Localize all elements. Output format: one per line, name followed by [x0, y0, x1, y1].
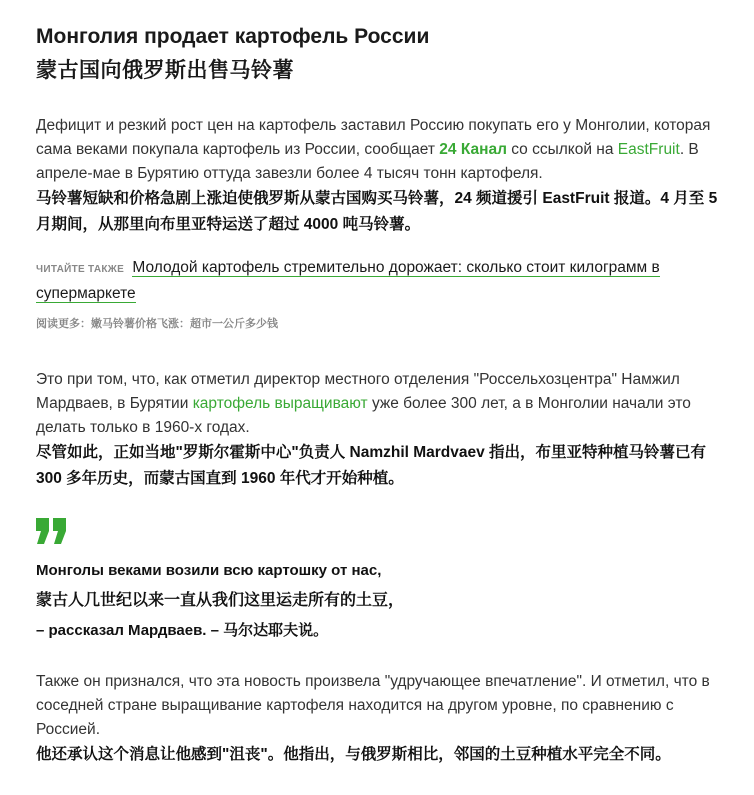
- paragraph-2-ru: [36, 368, 718, 440]
- quote-attribution: – рассказал Мардваев. – 马尔达耶夫说。: [36, 622, 329, 639]
- paragraph-1-text-b: со ссылкой на: [506, 141, 618, 158]
- quote-line-zh: 蒙古人几世纪以来一直从我们这里运走所有的土豆，: [36, 592, 405, 609]
- quote-mark-icon: [36, 518, 718, 548]
- paragraph-3-zh: 他还承认这个消息让他感到"沮丧"。他指出，与俄罗斯相比，邻国的土豆种植水平完全不同。: [36, 746, 671, 763]
- paragraph-2-text-b: уже более 300 лет, а в Монголии начали это делать только в 1960-х годах.: [36, 395, 691, 436]
- paragraph-1-text-c: . В апреле-мае в Бурятию оттуда завезли более 4 тысяч тонн картофеля.: [36, 141, 699, 182]
- link-eastfruit[interactable]: EastFruit: [617, 141, 680, 158]
- read-also-link[interactable]: Молодой картофель стремительно дорожает: сколько стоит килограмм в супермаркете: [36, 259, 660, 302]
- quote-line-ru: Монголы веками возили всю картошку от нас,: [36, 562, 382, 579]
- paragraph-1-text-a: Дефицит и резкий рост цен на картофель заставил Россию покупать его у Монголии, которая сама веками покупала картофель из России, сообщает: [36, 117, 711, 158]
- link-kartofel-vyrashchivayut[interactable]: картофель выращивают: [192, 395, 368, 412]
- read-also-zh: 阅读更多：嫩马铃薯价格飞涨：超市一公斤多少钱: [36, 318, 278, 330]
- read-also-label: ЧИТАЙТЕ ТАКЖЕ: [36, 264, 125, 275]
- paragraph-3-ru: Также он признался, что эта новость произвела "удручающее впечатление". И отметил, что в соседней стране выращивание картофеля находится на другом уровне, по сравнению с Россией.: [36, 673, 710, 738]
- paragraph-1-ru: [36, 114, 718, 186]
- link-24-kanal[interactable]: 24 Канал: [439, 141, 507, 158]
- paragraph-2-zh: 尽管如此，正如当地"罗斯尔霍斯中心"负责人 Namzhil Mardvaev 指出，布里亚特种植马铃薯已有 300 多年历史，而蒙古国直到 1960 年代才开始种植。: [36, 444, 707, 487]
- article-title-ru: Монголия продает картофель России: [36, 25, 430, 48]
- paragraph-2-text-a: Это при том, что, как отметил директор местного отделения "Россельхозцентра" Намжил Мардваев, в Бурятии: [36, 371, 680, 412]
- article-title-zh: 蒙古国向俄罗斯出售马铃薯: [36, 59, 294, 82]
- paragraph-1-zh: 马铃薯短缺和价格急剧上涨迫使俄罗斯从蒙古国购买马铃薯，24 频道援引 EastFruit 报道。4 月至 5 月期间，从那里向布里亚特运送了超过 4000 吨马铃薯。: [36, 190, 718, 233]
- read-also-block: [36, 256, 718, 306]
